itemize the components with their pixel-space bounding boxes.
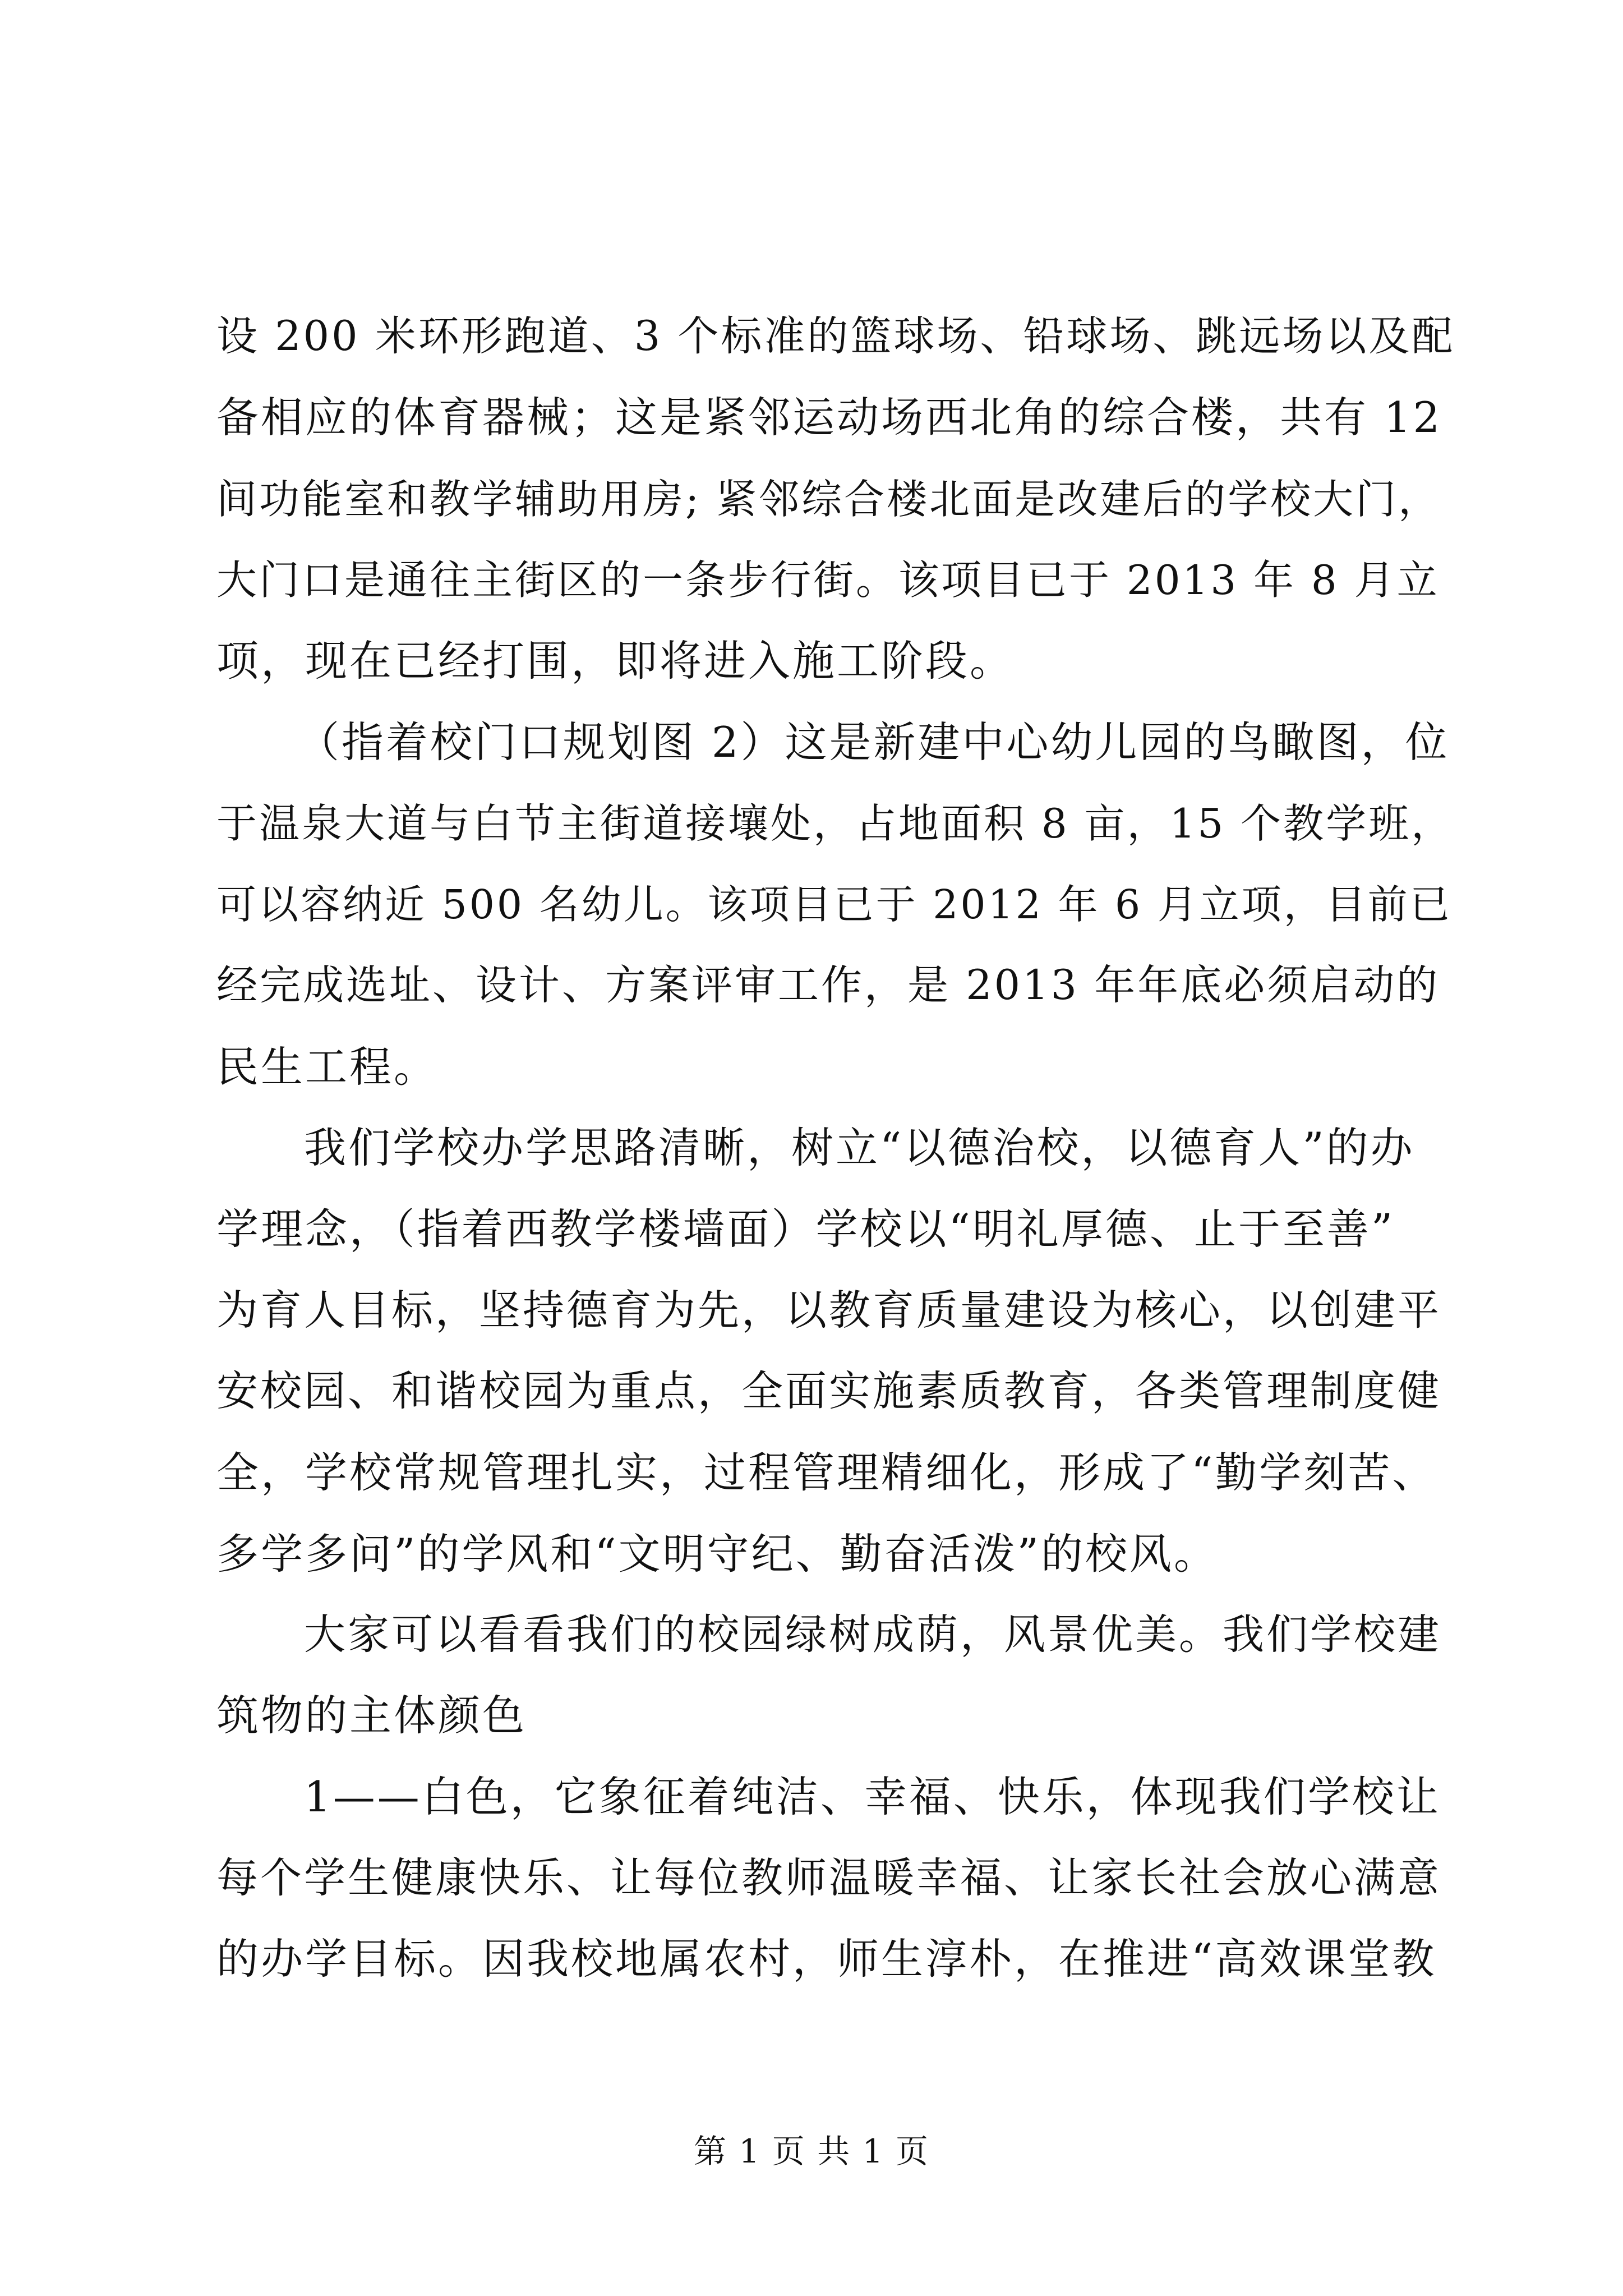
page-footer: 第 1 页 共 1 页 (694, 2132, 929, 2170)
text-line: 民生工程。 (216, 1042, 439, 1092)
text-line: 备相应的体育器械；这是紧邻运动场西北角的综合楼，共有 12 (216, 393, 1442, 442)
text-line: 设 200 米环形跑道、3 个标准的篮球场、铅球场、跳远场以及配 (216, 312, 1455, 360)
text-line: 大门口是通往主街区的一条步行街。该项目已于 2013 年 8 月立 (216, 556, 1440, 604)
text-line: 于温泉大道与白节主街道接壤处，占地面积 8 亩，15 个教学班， (216, 800, 1454, 847)
text-line: 筑物的主体颜色 (216, 1691, 527, 1740)
text-line: 经完成选址、设计、方案评审工作，是 2013 年年底必须启动的 (216, 961, 1440, 1009)
text-line: 的办学目标。因我校地属农村，师生淳朴，在推进“高效课堂教 (216, 1934, 1437, 1984)
text-line: 多学多问”的学风和“文明守纪、勤奋活泼”的校风。 (216, 1529, 1219, 1579)
text-line: 1——白色，它象征着纯洁、幸福、快乐，体现我们学校让 (304, 1772, 1441, 1821)
text-line: 为育人目标，坚持德育为先，以教育质量建设为核心，以创建平 (216, 1286, 1441, 1335)
text-line: 可以容纳近 500 名幼儿。该项目已于 2012 年 6 月立项，目前已 (216, 881, 1452, 928)
text-line: 每个学生健康快乐、让每位教师温暖幸福、让家长社会放心满意 (216, 1854, 1441, 1902)
text-line: 大家可以看看我们的校园绿树成荫，风景优美。我们学校建 (304, 1611, 1441, 1659)
text-line: 安校园、和谐校园为重点，全面实施素质教育，各类管理制度健 (216, 1367, 1441, 1415)
text-line: 学理念，（指着西教学楼墙面）学校以“明礼厚德、止于至善” (216, 1204, 1395, 1254)
text-line: 我们学校办学思路清晰，树立“以德治校，以德育人”的办 (304, 1123, 1415, 1172)
text-line: 全，学校常规管理扎实，过程管理精细化，形成了“勤学刻苦、 (216, 1448, 1437, 1497)
text-line: 项，现在已经打围，即将进入施工阶段。 (216, 636, 1015, 685)
text-line: 间功能室和教学辅助用房; 紧邻综合楼北面是改建后的学校大门， (216, 476, 1441, 523)
text-line: （指着校门口规划图 2）这是新建中心幼儿园的鸟瞰图，位 (297, 717, 1450, 767)
